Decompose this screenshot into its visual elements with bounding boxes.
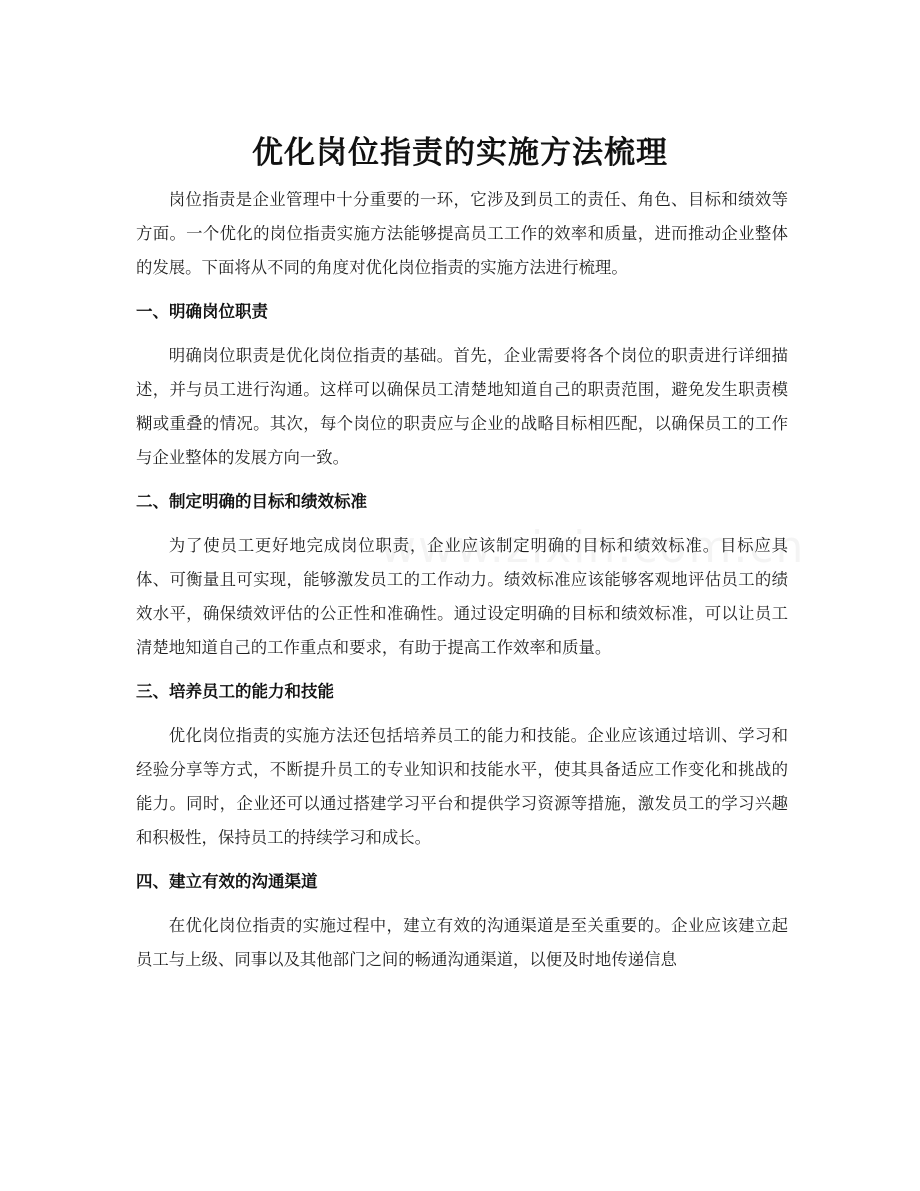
section-4 [136, 865, 788, 977]
section-2 [136, 485, 788, 665]
section-heading: 三、培养员工的能力和技能 [136, 682, 334, 701]
section-heading: 四、建立有效的沟通渠道 [136, 872, 318, 891]
section-heading: 二、制定明确的目标和绩效标准 [136, 492, 367, 511]
intro-paragraph: 岗位指责是企业管理中十分重要的一环，它涉及到员工的责任、角色、目标和绩效等方面。一个优化的岗位指责实施方法能够提高员工工作的效率和质量，进而推动企业整体的发展。下面将从不同的角度对优化岗位指责的实施方法进行梳理。 [136, 190, 788, 277]
section-paragraph: 明确岗位职责是优化岗位指责的基础。首先，企业需要将各个岗位的职责进行详细描述，并与员工进行沟通。这样可以确保员工清楚地知道自己的职责范围，避免发生职责模糊或重叠的情况。其次，每个岗位的职责应与企业的战略目标相匹配，以确保员工的工作与企业整体的发展方向一致。 [136, 346, 788, 467]
section-paragraph: 在优化岗位指责的实施过程中，建立有效的沟通渠道是至关重要的。企业应该建立起员工与上级、同事以及其他部门之间的畅通沟通渠道，以便及时地传递信息 [136, 916, 788, 969]
section-paragraph: 为了使员工更好地完成岗位职责，企业应该制定明确的目标和绩效标准。目标应具体、可衡量且可实现，能够激发员工的工作动力。绩效标准应该能够客观地评估员工的绩效水平，确保绩效评估的公正性和准确性。通过设定明确的目标和绩效标准，可以让员工清楚地知道自己的工作重点和要求，有助于提高工作效率和质量。 [136, 536, 788, 657]
document-body [136, 183, 788, 977]
section-3 [136, 675, 788, 855]
section-paragraph: 优化岗位指责的实施方法还包括培养员工的能力和技能。企业应该通过培训、学习和经验分享等方式，不断提升员工的专业知识和技能水平，使其具备适应工作变化和挑战的能力。同时，企业还可以通过搭建学习平台和提供学习资源等措施，激发员工的学习兴趣和积极性，保持员工的持续学习和成长。 [136, 726, 788, 847]
document-title: 优化岗位指责的实施方法梳理 [252, 134, 668, 171]
section-1 [136, 295, 788, 475]
section-heading: 一、明确岗位职责 [136, 302, 268, 321]
